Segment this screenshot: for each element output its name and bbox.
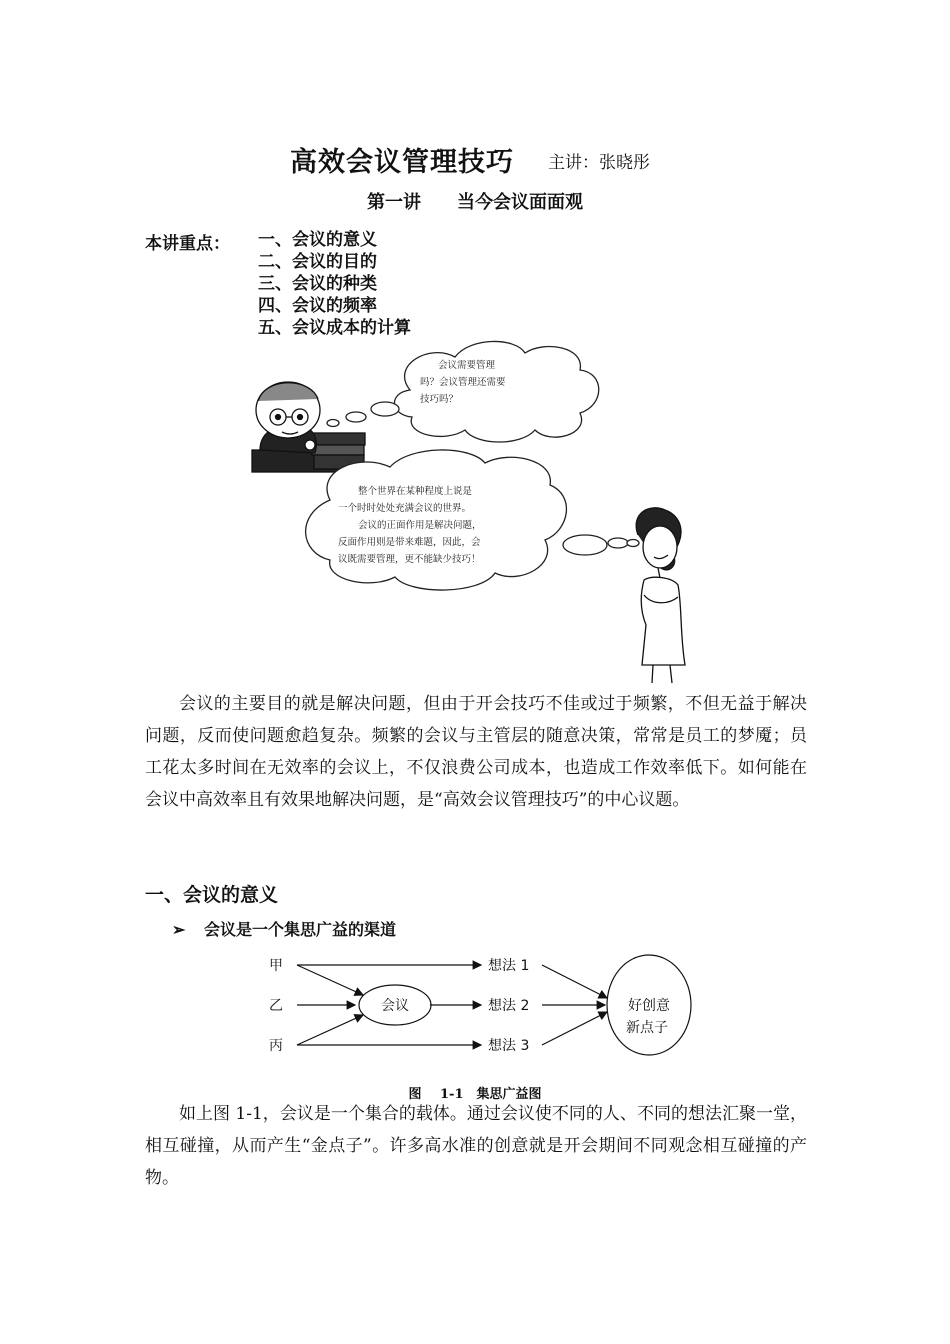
cloud-bottom-line: 议既需要管理，更不能缺少技巧！ <box>338 554 481 565</box>
bullet-text: 会议是一个集思广益的渠道 <box>204 920 397 939</box>
closing-paragraph: 如上图 1-1，会议是一个集合的载体。通过会议使不同的人、不同的想法汇聚一堂，相互碰撞，从而产生“金点子”。许多高水准的创意就是开会期间不同观念相互碰撞的产物。 <box>145 1104 807 1188</box>
brainstorm-diagram <box>255 948 695 1078</box>
key-point-item: 一、会议的意义 <box>258 230 377 250</box>
lecture-subtitle: 第一讲 当今会议面面观 <box>367 192 583 213</box>
bullet-item <box>172 917 396 940</box>
cloud-top-text <box>420 357 550 408</box>
cloud-top-line: 会议需要管理 <box>438 360 496 371</box>
idea-label: 想法 1 <box>488 958 530 974</box>
cloud-top-line: 技巧吗？ <box>420 394 459 405</box>
key-points-label: 本讲重点： <box>145 234 230 254</box>
document-title: 高效会议管理技巧 <box>290 147 514 178</box>
input-label: 甲 <box>269 958 283 974</box>
input-label: 丙 <box>269 1038 283 1054</box>
cloud-bottom-line: 一个时时处处充满会议的世界。 <box>338 503 472 514</box>
section-heading: 一、会议的意义 <box>145 884 279 906</box>
key-point-item: 四、会议的频率 <box>258 296 377 316</box>
cloud-bottom-line: 会议的正面作用是解决问题， <box>358 520 482 531</box>
input-label: 乙 <box>269 998 283 1014</box>
figure-caption: 图 1-1 集思广益图 <box>408 1087 542 1102</box>
cloud-bottom-line: 整个世界在某种程度上说是 <box>358 486 473 497</box>
cloud-bottom-line: 反面作用则是带来难题，因此，会 <box>338 537 481 548</box>
key-point-item: 五、会议成本的计算 <box>258 318 411 338</box>
idea-label: 想法 3 <box>488 1038 530 1054</box>
intro-paragraph: 会议的主要目的就是解决问题，但由于开会技巧不佳或过于频繁，不但无益于解决问题，反而使问题愈趋复杂。频繁的会议与主管层的随意决策，常常是员工的梦魇；员工花太多时间在无效率的会议上，不仅浪费公司成本，也造成工作效率低下。如何能在会议中高效率且有效果地解决问题，是“高效会议管理技巧”的中心议题。 <box>145 694 807 810</box>
lecturer-name: 主讲：张晓彤 <box>548 153 650 173</box>
man-cartoon-icon <box>252 382 365 472</box>
key-point-item: 三、会议的种类 <box>258 274 377 294</box>
woman-cartoon-icon <box>636 508 685 683</box>
result-label: 好创意 <box>628 998 670 1014</box>
result-label: 新点子 <box>626 1020 668 1036</box>
arrow-bullet-icon: ➢ <box>172 920 186 939</box>
cloud-bottom-text <box>338 483 518 568</box>
idea-label: 想法 2 <box>488 998 530 1014</box>
cloud-top-line: 吗？会议管理还需要 <box>420 377 506 388</box>
meeting-label: 会议 <box>381 998 409 1014</box>
key-points-list <box>258 229 411 339</box>
key-point-item: 二、会议的目的 <box>258 252 377 272</box>
